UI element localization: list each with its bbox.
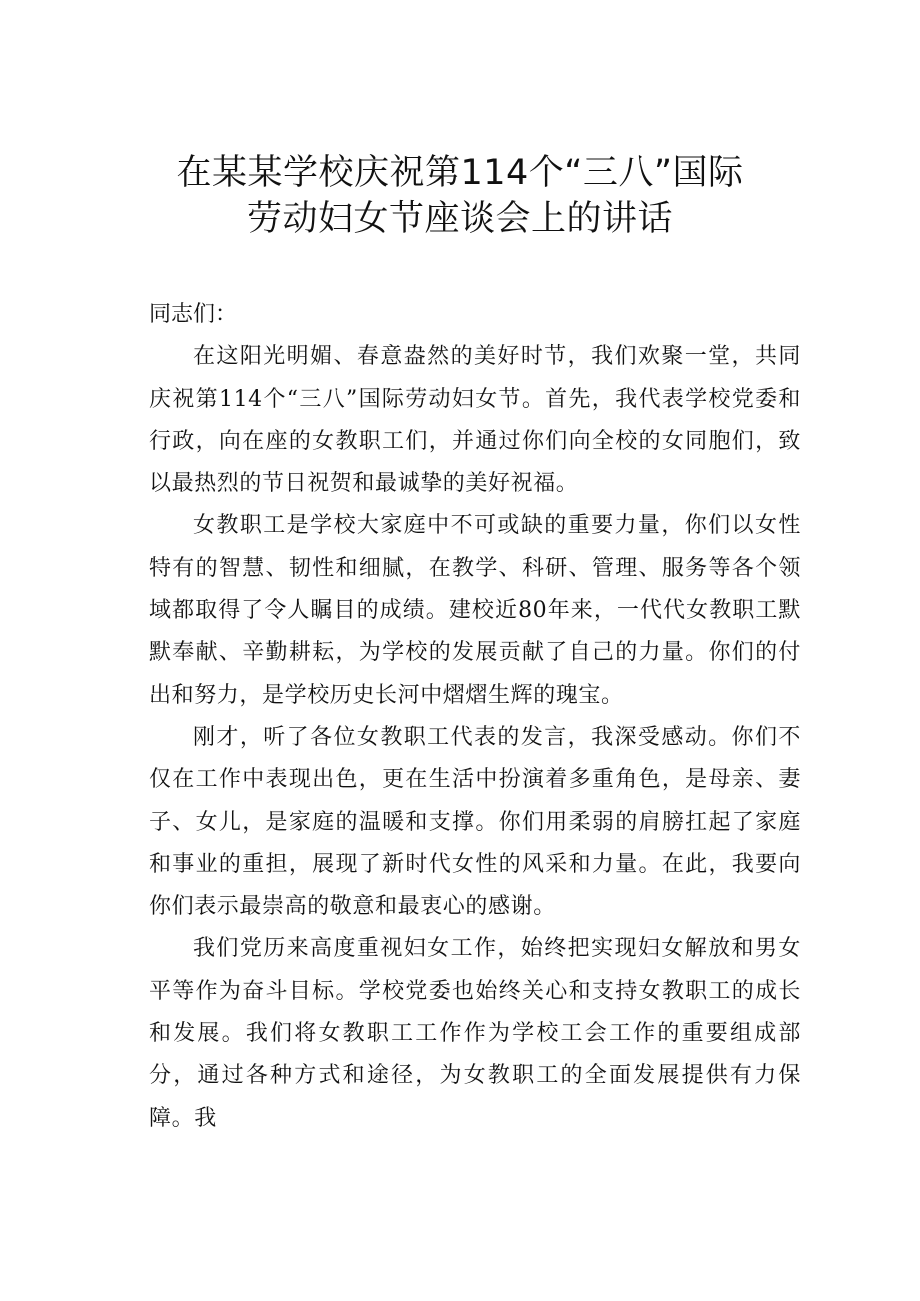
paragraph-2: 女教职工是学校大家庭中不可或缺的重要力量，你们以女性特有的智慧、韧性和细腻，在教学、科研、管理、服务等各个领域都取得了令人瞩目的成绩。建校近80年来，一代代女教职工默默奉献、辛勤耕耘，为学校的发展贡献了自己的力量。你们的付出和努力，是学校历史长河中熠熠生辉的瑰宝。 bbox=[149, 513, 801, 708]
document-title bbox=[100, 150, 820, 242]
title-line-1: 在某某学校庆祝第114个“三八”国际 bbox=[176, 153, 744, 193]
paragraph-4: 我们党历来高度重视妇女工作，始终把实现妇女解放和男女平等作为奋斗目标。学校党委也始终关心和支持女教职工的成长和发展。我们将女教职工工作作为学校工会工作的重要组成部分，通过各种方式和途径，为女教职工的全面发展提供有力保障。我 bbox=[149, 936, 801, 1131]
document-body bbox=[149, 294, 801, 1140]
paragraph-1: 在这阳光明媚、春意盎然的美好时节，我们欢聚一堂，共同庆祝第114个“三八”国际劳动妇女节。首先，我代表学校党委和行政，向在座的女教职工们，并通过你们向全校的女同胞们，致以最热烈的节日祝贺和最诚挚的美好祝福。 bbox=[149, 344, 801, 497]
paragraph-3: 刚才，听了各位女教职工代表的发言，我深受感动。你们不仅在工作中表现出色，更在生活中扮演着多重角色，是母亲、妻子、女儿，是家庭的温暖和支撑。你们用柔弱的肩膀扛起了家庭和事业的重担，展现了新时代女性的风采和力量。在此，我要向你们表示最崇高的敬意和最衷心的感谢。 bbox=[149, 724, 801, 920]
title-line-2: 劳动妇女节座谈会上的讲话 bbox=[246, 199, 673, 239]
salutation: 同志们： bbox=[149, 302, 238, 327]
